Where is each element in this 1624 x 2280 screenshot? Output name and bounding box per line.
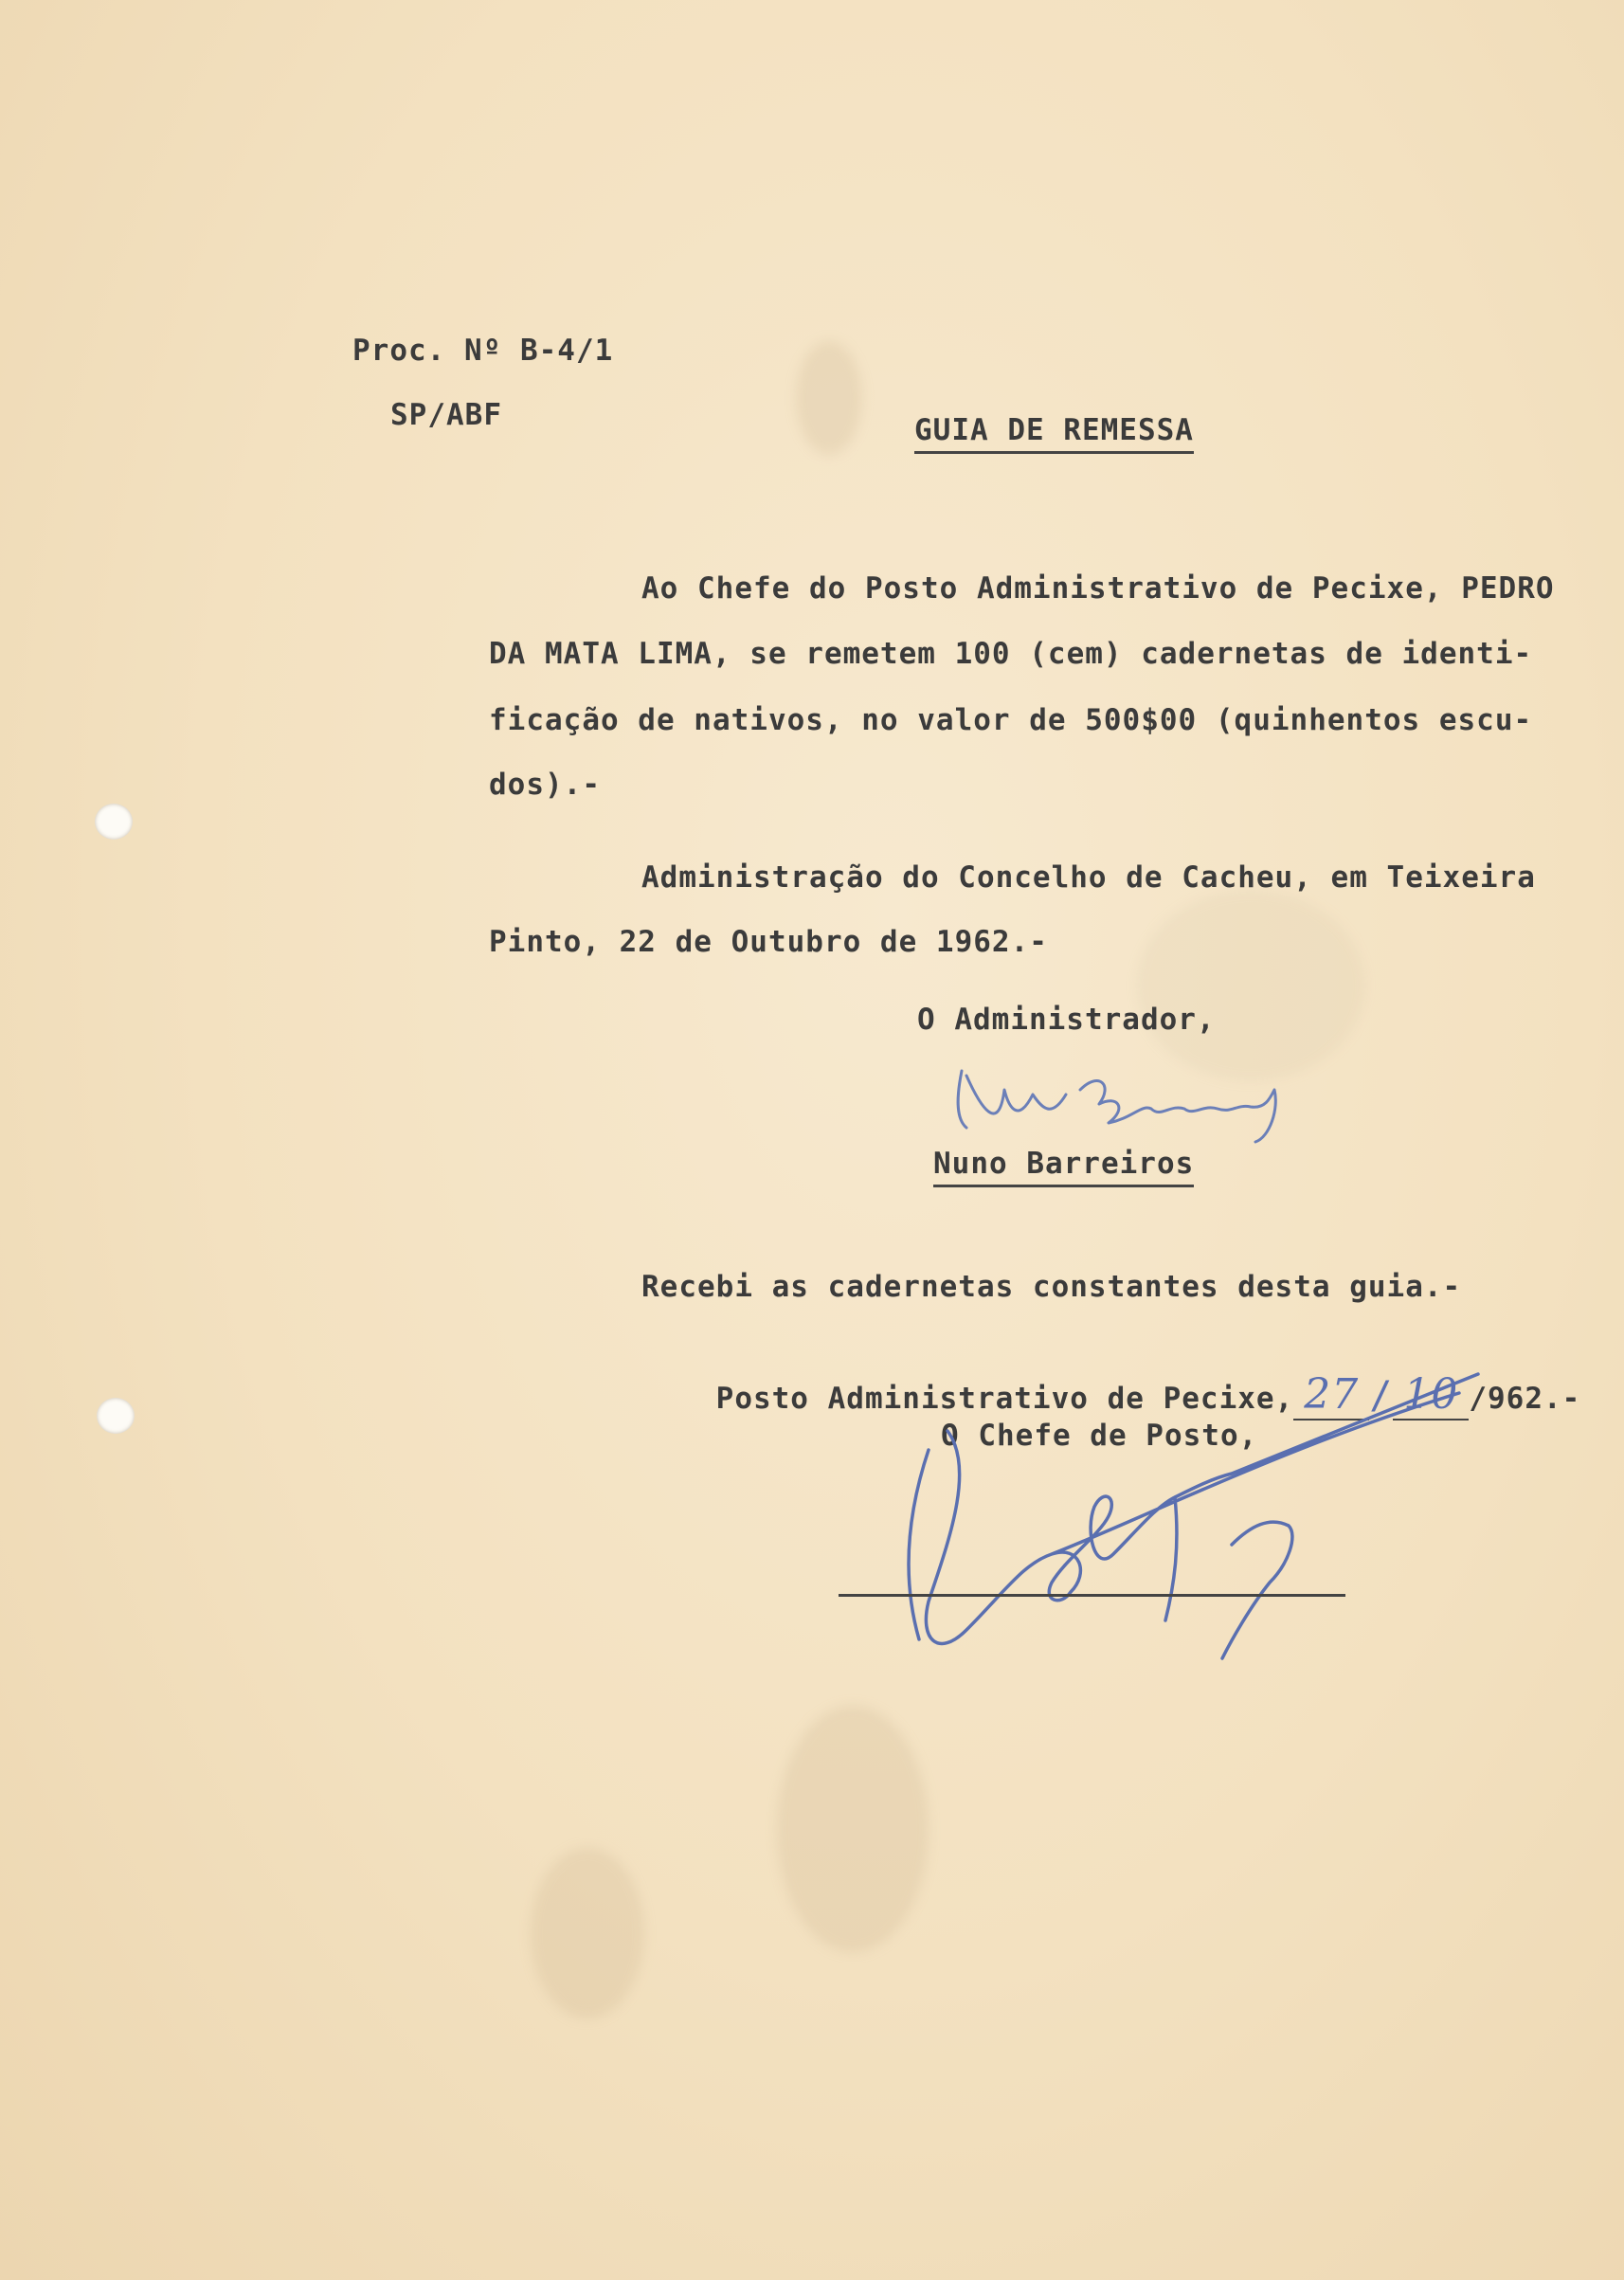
punch-hole-top — [95, 804, 133, 840]
administrator-name: Nuno Barreiros — [933, 1147, 1194, 1187]
paper-stain — [796, 341, 862, 455]
receipt-date-month: 10 — [1393, 1370, 1469, 1420]
receipt-date-separator: / — [1369, 1374, 1394, 1418]
process-number: Proc. Nº B-4/1 — [352, 334, 614, 368]
paper-stain — [777, 1706, 929, 1952]
receipt-location: Posto Administrativo de Pecixe, — [715, 1382, 1294, 1416]
body-line-5: Administração do Concelho de Cacheu, em Teixeira — [641, 860, 1536, 895]
body-line-2: DA MATA LIMA, se remetem 100 (cem) cadernetas de identi- — [489, 637, 1533, 671]
receipt-date-year: /962.- — [1469, 1382, 1581, 1416]
body-line-6: Pinto, 22 de Outubro de 1962.- — [489, 925, 1048, 959]
punch-hole-bottom — [97, 1398, 135, 1434]
body-line-1: Ao Chefe do Posto Administrativo de Pecixe, PEDRO — [641, 571, 1555, 606]
administrator-role: O Administrador, — [917, 1003, 1216, 1037]
body-line-4: dos).- — [489, 768, 601, 802]
chief-signature-line — [839, 1594, 1345, 1597]
reference-code: SP/ABF — [390, 398, 502, 432]
receipt-line-1: Recebi as cadernetas constantes desta guia.- — [641, 1270, 1462, 1304]
chief-role: O Chefe de Posto, — [941, 1419, 1258, 1453]
receipt-date-day: 27 — [1293, 1370, 1369, 1420]
paper-stain — [531, 1848, 644, 2018]
body-line-3: ficação de nativos, no valor de 500$00 (quinhentos escu- — [489, 703, 1533, 737]
chief-handwritten-signature — [891, 1355, 1535, 1677]
administrator-handwritten-signature — [947, 1052, 1289, 1147]
document-title: GUIA DE REMESSA — [914, 413, 1194, 454]
